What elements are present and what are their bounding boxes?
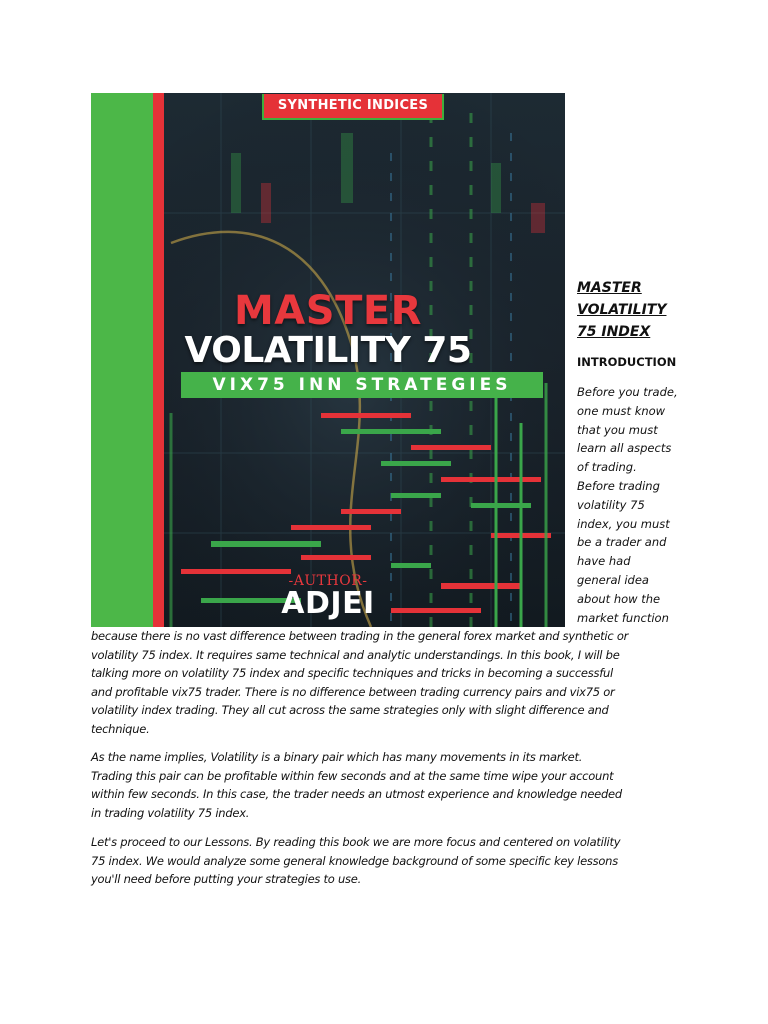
book-cover: [91, 93, 565, 627]
text-line: Trading this pair can be profitable within few seconds and at the same time wipe your account: [91, 768, 614, 783]
text-line: within few seconds. In this case, the trader needs an utmost experience and knowledge needed: [91, 787, 622, 802]
text-line: market function: [577, 610, 669, 625]
text-line: and profitable vix75 trader. There is no difference between trading currency pairs and vix75 or: [91, 684, 615, 699]
document-title-line: MASTER: [577, 280, 642, 296]
text-line: learn all aspects: [577, 441, 672, 456]
text-line: be a trader and: [577, 535, 667, 550]
cover-title-master: MASTER: [234, 288, 422, 334]
cover-author-label: -AUTHOR-: [288, 573, 368, 589]
text-line: talking more on volatility 75 index and specific techniques and tricks in becoming a successful: [91, 666, 614, 681]
text-line: index, you must: [577, 516, 670, 531]
cover-badge: SYNTHETIC INDICES: [262, 94, 444, 120]
text-line: you'll need before putting your strategies to use.: [91, 872, 361, 887]
text-line: have had: [577, 554, 631, 569]
paragraph-3: [91, 833, 691, 889]
document-title: [577, 277, 757, 343]
text-line: Before trading: [577, 478, 660, 493]
cover-title-volatility: VOLATILITY 75: [184, 330, 472, 371]
text-line: 75 index. We would analyze some general knowledge background of some specific key lessons: [91, 853, 618, 868]
text-line: As the name implies, Volatility is a binary pair which has many movements in its market.: [91, 750, 583, 764]
text-line: Before you trade,: [577, 385, 678, 399]
cover-subtitle-strip: VIX75 INN STRATEGIES: [181, 372, 543, 398]
paragraph-1: [91, 627, 691, 739]
text-line: that you must: [577, 422, 658, 437]
introduction-heading: INTRODUCTION: [577, 355, 677, 369]
text-line: general idea: [577, 572, 649, 587]
paragraph-2: [91, 748, 691, 822]
text-line: because there is no vast difference between trading in the general forex market and synthetic or: [91, 629, 629, 643]
text-line: volatility index trading. They all cut across the same strategies only with slight difference and: [91, 703, 609, 718]
document-title-line: VOLATILITY: [577, 302, 667, 318]
text-line: of trading.: [577, 460, 637, 475]
text-line: about how the: [577, 591, 661, 606]
text-line: technique.: [91, 721, 150, 736]
text-line: in trading volatility 75 index.: [91, 805, 250, 820]
intro-side-text: [577, 383, 762, 627]
text-line: one must know: [577, 403, 666, 418]
cover-author-name: ADJEI: [281, 586, 375, 621]
text-line: volatility 75: [577, 497, 645, 512]
text-line: Let's proceed to our Lessons. By reading this book we are more focus and centered on volatility: [91, 835, 621, 849]
text-line: volatility 75 index. It requires same technical and analytic understandings. In this book, I will be: [91, 647, 620, 662]
document-title-line: 75 INDEX: [577, 324, 651, 340]
